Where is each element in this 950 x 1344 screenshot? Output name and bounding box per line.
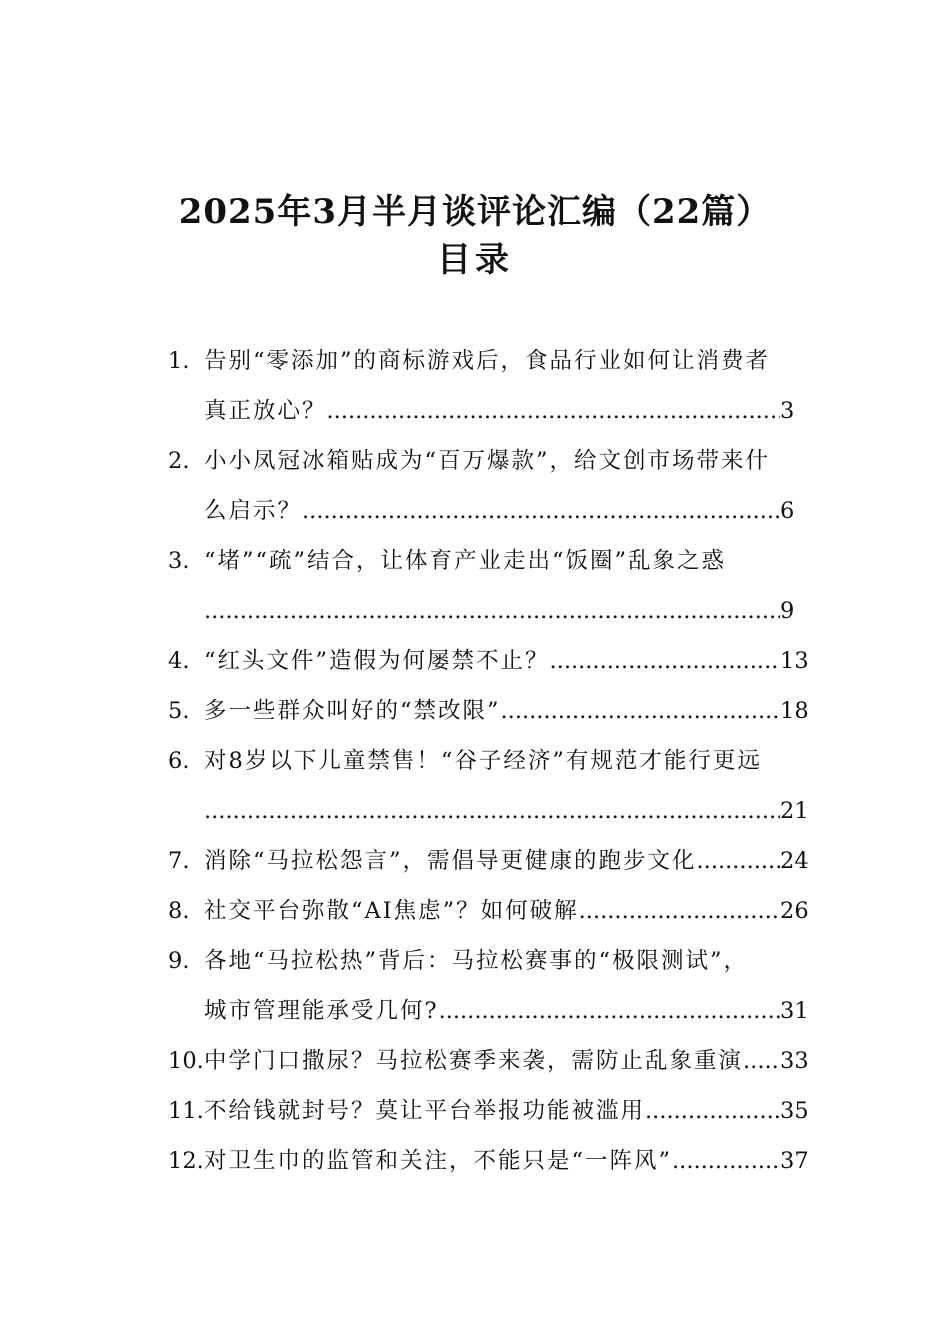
toc-entry-leader bbox=[204, 586, 780, 636]
toc-entry-leader bbox=[204, 686, 780, 736]
toc-entry-number: 6. bbox=[168, 748, 190, 774]
dot-leader bbox=[439, 986, 780, 1036]
toc-entry-leader bbox=[204, 386, 780, 436]
toc-page-number: 9 bbox=[780, 598, 795, 624]
toc-entry-title: 消除“马拉松怨言”，需倡导更健康的跑步文化 bbox=[204, 848, 697, 874]
toc-entry[interactable] bbox=[168, 1036, 818, 1086]
toc-entry-number: 2. bbox=[168, 448, 190, 474]
toc-page-number: 13 bbox=[780, 648, 809, 674]
toc-entry-title: 小小凤冠冰箱贴成为“百万爆款”，给文创市场带来什 bbox=[204, 448, 771, 474]
toc-page-number: 37 bbox=[780, 1148, 809, 1174]
toc-entry-leader bbox=[204, 636, 780, 686]
dot-leader bbox=[579, 886, 780, 936]
toc-entry-number: 5. bbox=[168, 698, 190, 724]
dot-leader bbox=[501, 686, 780, 736]
dot-leader bbox=[204, 586, 780, 636]
toc-entry-title: 告别“零添加”的商标游戏后，食品行业如何让消费者 bbox=[204, 348, 771, 374]
toc-entry-title: 各地“马拉松热”背后：马拉松赛事的“极限测试”， bbox=[204, 948, 749, 974]
toc-heading: 目录 bbox=[437, 240, 513, 280]
toc-entry-title: 社交平台弥散“AI焦虑”？如何破解 bbox=[204, 898, 579, 924]
toc-entry-leader bbox=[204, 1036, 780, 1086]
toc-page-number: 33 bbox=[780, 1048, 809, 1074]
toc-page-number: 6 bbox=[780, 498, 795, 524]
toc-entry-leader bbox=[204, 886, 780, 936]
toc-page-number: 3 bbox=[780, 398, 795, 424]
document-title: 2025年3月半月谈评论汇编（22篇） bbox=[178, 192, 772, 232]
toc-entry-title: 城市管理能承受几何? bbox=[204, 998, 439, 1024]
toc-entry-line bbox=[168, 536, 818, 586]
toc-entry[interactable] bbox=[168, 586, 818, 636]
toc-entry-leader bbox=[204, 1086, 780, 1136]
toc-entry-title: 对8岁以下儿童禁售！“谷子经济”有规范才能行更远 bbox=[204, 748, 762, 774]
toc-entry-title: “红头文件”造假为何屡禁不止？ bbox=[204, 648, 550, 674]
dot-leader bbox=[697, 836, 780, 886]
dot-leader bbox=[645, 1086, 780, 1136]
toc-entry[interactable] bbox=[168, 1136, 818, 1186]
table-of-contents bbox=[168, 336, 818, 1186]
dot-leader bbox=[672, 1136, 780, 1186]
toc-entry-leader bbox=[204, 786, 780, 836]
toc-entry-title: 中学门口撒尿？马拉松赛季来袭，需防止乱象重演 bbox=[204, 1048, 744, 1074]
dot-leader bbox=[550, 636, 780, 686]
toc-entry-number: 4. bbox=[168, 648, 190, 674]
toc-entry-number: 8. bbox=[168, 898, 190, 924]
toc-entry-number: 9. bbox=[168, 948, 190, 974]
toc-entry[interactable] bbox=[168, 686, 818, 736]
toc-entry-leader bbox=[204, 1136, 780, 1186]
toc-entry[interactable] bbox=[168, 786, 818, 836]
toc-page-number: 24 bbox=[780, 848, 809, 874]
toc-page-number: 21 bbox=[780, 798, 809, 824]
toc-entry[interactable] bbox=[168, 986, 818, 1036]
toc-entry-title: “堵”“疏”结合，让体育产业走出“饭圈”乱象之惑 bbox=[204, 548, 727, 574]
toc-entry-leader bbox=[204, 986, 780, 1036]
toc-entry-line bbox=[168, 936, 818, 986]
dot-leader bbox=[327, 386, 780, 436]
toc-entry-line bbox=[168, 436, 818, 486]
toc-entry-number: 1. bbox=[168, 348, 190, 374]
toc-entry[interactable] bbox=[168, 636, 818, 686]
toc-entry[interactable] bbox=[168, 836, 818, 886]
toc-entry-title: 真正放心？ bbox=[204, 398, 327, 424]
toc-entry-title: 对卫生巾的监管和关注，不能只是“一阵风” bbox=[204, 1148, 673, 1174]
toc-entry-number: 11. bbox=[168, 1098, 204, 1124]
toc-entry-number: 3. bbox=[168, 548, 190, 574]
toc-entry-leader bbox=[204, 486, 780, 536]
toc-entry-leader bbox=[204, 836, 780, 886]
toc-entry-title: 不给钱就封号？莫让平台举报功能被滥用 bbox=[204, 1098, 646, 1124]
toc-page-number: 26 bbox=[780, 898, 809, 924]
toc-entry-number: 10. bbox=[168, 1048, 204, 1074]
dot-leader bbox=[302, 486, 780, 536]
toc-entry[interactable] bbox=[168, 1086, 818, 1136]
toc-entry-number: 12. bbox=[168, 1148, 204, 1174]
toc-entry[interactable] bbox=[168, 386, 818, 436]
toc-entry-title: 多一些群众叫好的“禁改限” bbox=[204, 698, 501, 724]
toc-entry[interactable] bbox=[168, 886, 818, 936]
toc-entry[interactable] bbox=[168, 486, 818, 536]
toc-page-number: 31 bbox=[780, 998, 809, 1024]
toc-page-number: 18 bbox=[780, 698, 809, 724]
toc-entry-line bbox=[168, 736, 818, 786]
toc-page-number: 35 bbox=[780, 1098, 809, 1124]
toc-entry-title: 么启示？ bbox=[204, 498, 303, 524]
dot-leader bbox=[743, 1036, 780, 1086]
toc-entry-number: 7. bbox=[168, 848, 190, 874]
toc-entry-line bbox=[168, 336, 818, 386]
dot-leader bbox=[204, 786, 780, 836]
